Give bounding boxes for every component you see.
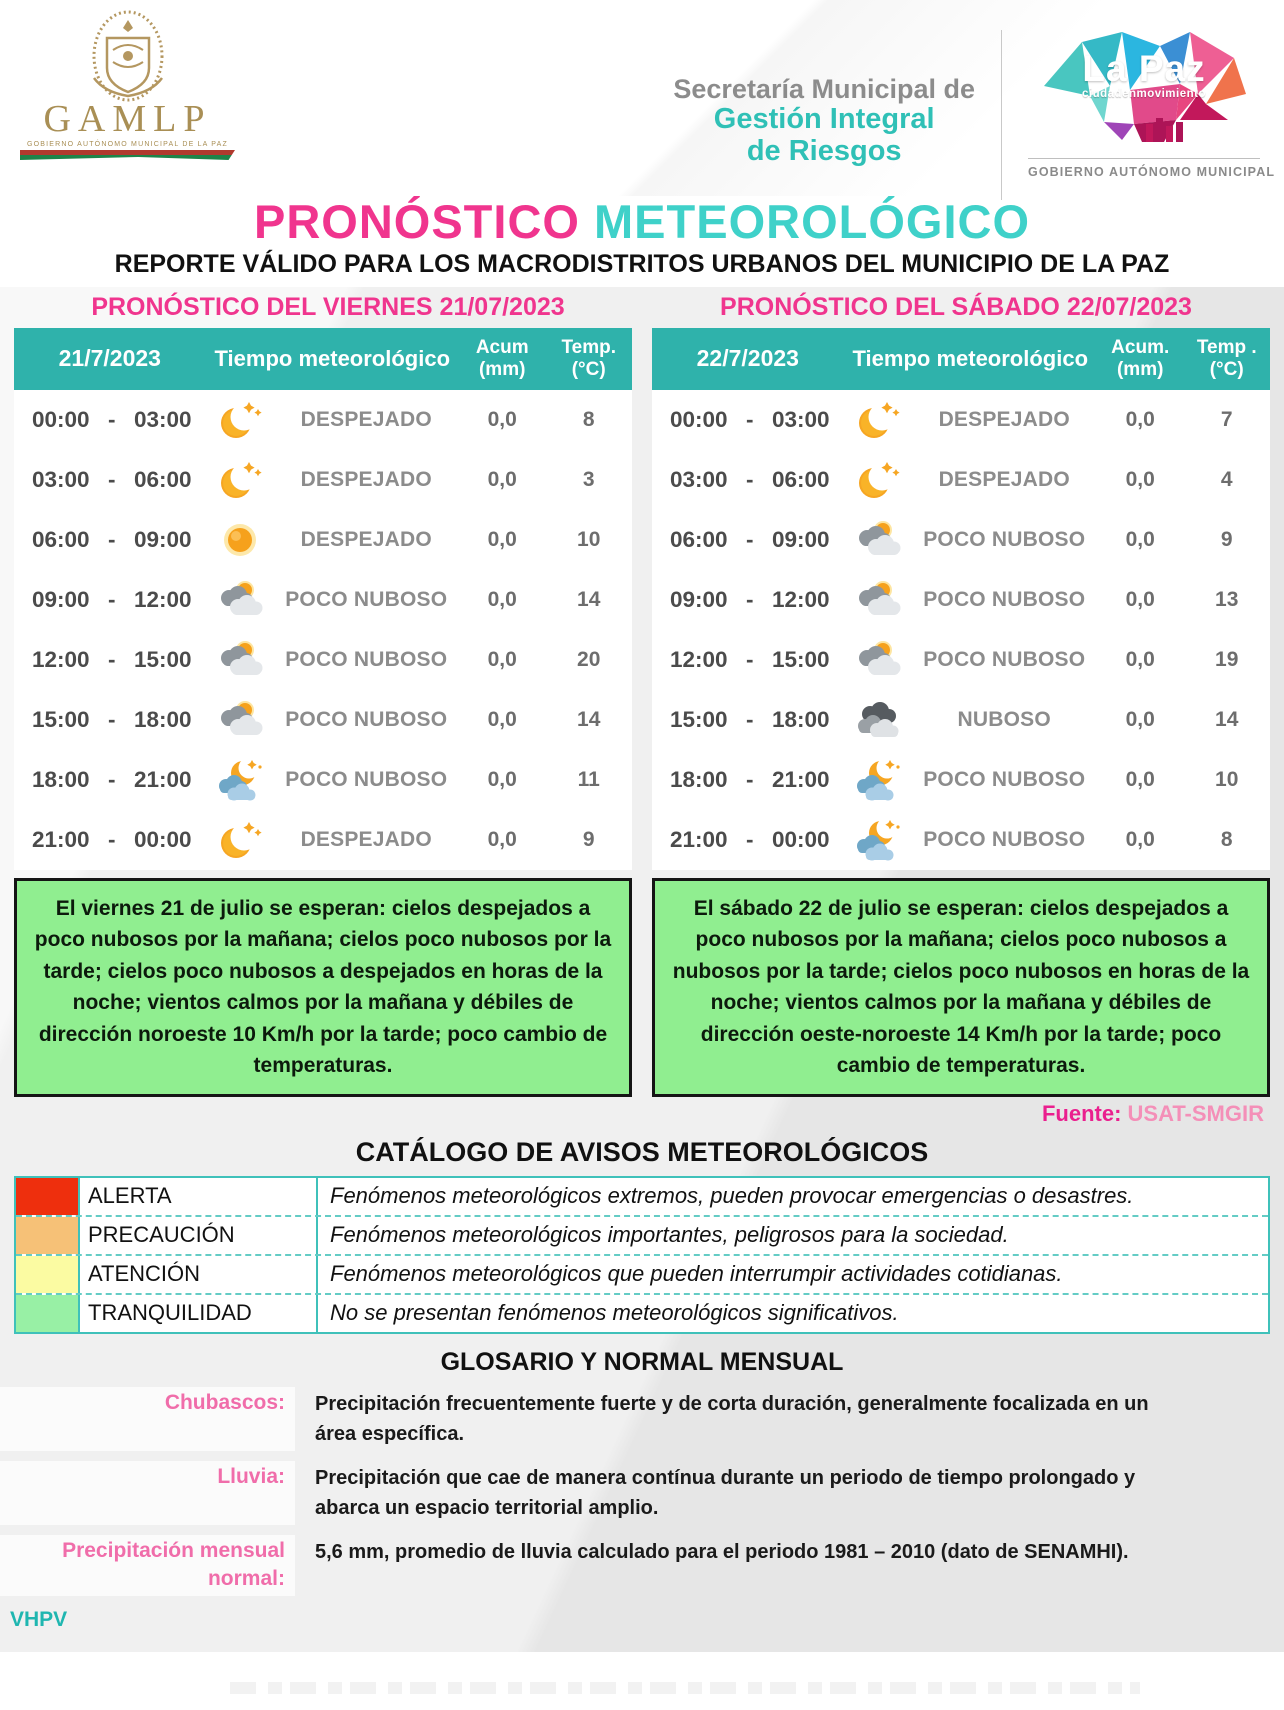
temp-value: 4 xyxy=(1220,467,1233,491)
temp-value: 8 xyxy=(582,407,595,431)
glossary-entry xyxy=(0,1535,1284,1596)
sun-cloud-icon xyxy=(854,636,902,684)
temp-value: 9 xyxy=(582,827,595,851)
forecast-row xyxy=(652,450,1270,510)
forecast-row xyxy=(14,450,632,510)
time-range: 09:00 - 12:00 xyxy=(670,586,830,612)
time-range: 12:00 - 15:00 xyxy=(670,646,830,672)
forecast-row xyxy=(14,750,632,810)
time-range: 18:00 - 21:00 xyxy=(670,766,830,792)
forecast-row xyxy=(652,630,1270,690)
lapaz-caption: GOBIERNO AUTÓNOMO MUNICIPAL xyxy=(1028,158,1260,179)
acum-value: 0,0 xyxy=(1125,587,1155,611)
gamlp-acronym: GAMLP xyxy=(43,98,212,140)
secretaria-wordmark xyxy=(673,75,975,167)
sun-cloud-icon xyxy=(216,576,264,624)
forecast-row xyxy=(652,690,1270,750)
condition-label: POCO NUBOSO xyxy=(923,587,1086,611)
catalog-row xyxy=(16,1215,1268,1254)
forecast-row xyxy=(652,750,1270,810)
temp-value: 20 xyxy=(577,647,601,671)
condition-label: POCO NUBOSO xyxy=(285,647,448,671)
catalog-title: CATÁLOGO DE AVISOS METEOROLÓGICOS xyxy=(355,1136,929,1167)
page-title-part1: PRONÓSTICO xyxy=(253,195,595,248)
acum-value: 0,0 xyxy=(487,707,517,731)
time-range: 15:00 - 18:00 xyxy=(670,706,830,732)
level-description: Fenómenos meteorológicos que pueden interrumpir actividades cotidianas. xyxy=(330,1261,1063,1287)
temp-value: 7 xyxy=(1220,407,1233,431)
glossary-term: Chubascos: xyxy=(0,1387,295,1451)
level-label: ATENCIÓN xyxy=(78,1256,318,1293)
acum-value: 0,0 xyxy=(487,587,517,611)
condition-label: DESPEJADO xyxy=(938,467,1070,491)
forecast-row xyxy=(652,810,1270,870)
time-range: 00:00 - 03:00 xyxy=(670,406,830,432)
time-range: 15:00 - 18:00 xyxy=(32,706,192,732)
acum-value: 0,0 xyxy=(1125,767,1155,791)
condition-label: POCO NUBOSO xyxy=(285,707,448,731)
gamlp-crest-icon xyxy=(20,8,235,104)
acum-value: 0,0 xyxy=(1125,467,1155,491)
acum-value: 0,0 xyxy=(487,827,517,851)
condition-label: POCO NUBOSO xyxy=(923,767,1086,791)
catalog-table xyxy=(14,1176,1270,1334)
forecast-table-header xyxy=(652,328,1270,390)
page-title xyxy=(0,195,1284,248)
condition-label: POCO NUBOSO xyxy=(923,827,1086,851)
glossary-entry xyxy=(0,1461,1284,1525)
forecast-row xyxy=(14,630,632,690)
temp-value: 11 xyxy=(577,767,600,791)
condition-label: DESPEJADO xyxy=(300,527,432,551)
acum-value: 0,0 xyxy=(487,407,517,431)
condition-label: DESPEJADO xyxy=(300,467,432,491)
glossary-title: GLOSARIO Y NORMAL MENSUAL xyxy=(440,1347,844,1376)
sun-icon xyxy=(216,516,264,564)
column-header-date: 21/7/2023 xyxy=(58,345,161,372)
forecast-row xyxy=(652,390,1270,450)
level-color-swatch xyxy=(16,1217,78,1254)
forecast-row xyxy=(14,570,632,630)
forecast-row xyxy=(14,510,632,570)
temp-value: 9 xyxy=(1220,527,1233,551)
level-description: Fenómenos meteorológicos importantes, peligrosos para la sociedad. xyxy=(330,1222,1009,1248)
lapaz-logo xyxy=(1028,24,1276,179)
forecast-table-saturday xyxy=(652,328,1270,870)
gamlp-caption: GOBIERNO AUTÓNOMO MUNICIPAL DE LA PAZ xyxy=(26,141,229,148)
acum-value: 0,0 xyxy=(1125,707,1155,731)
time-range: 18:00 - 21:00 xyxy=(32,766,192,792)
catalog-row xyxy=(16,1293,1268,1332)
level-label: PRECAUCIÓN xyxy=(78,1217,318,1254)
report-subtitle: REPORTE VÁLIDO PARA LOS MACRODISTRITOS URBANOS DEL MUNICIPIO DE LA PAZ xyxy=(114,249,1170,278)
glossary-definition: Precipitación que cae de manera contínua durante un periodo de tiempo prolongado y abarca un espacio territorial amplio. xyxy=(315,1466,1136,1519)
level-label: ALERTA xyxy=(78,1178,318,1215)
acum-value: 0,0 xyxy=(1125,407,1155,431)
acum-value: 0,0 xyxy=(1125,827,1155,851)
header-divider xyxy=(1001,30,1002,200)
column-header-temp: Temp . (°C) xyxy=(1196,337,1257,380)
time-range: 06:00 - 09:00 xyxy=(32,526,192,552)
glossary-entry xyxy=(0,1387,1284,1451)
condition-label: POCO NUBOSO xyxy=(923,527,1086,551)
condition-label: DESPEJADO xyxy=(300,407,432,431)
acum-value: 0,0 xyxy=(487,527,517,551)
page-title-part2: METEOROLÓGICO xyxy=(594,195,1031,248)
level-description: Fenómenos meteorológicos extremos, pueden provocar emergencias o desastres. xyxy=(330,1183,1134,1209)
time-range: 21:00 - 00:00 xyxy=(32,826,192,852)
page-header xyxy=(0,0,1284,196)
time-range: 00:00 - 03:00 xyxy=(32,406,192,432)
level-color-swatch xyxy=(16,1295,78,1332)
cloud-dark-icon xyxy=(854,696,902,744)
temp-value: 10 xyxy=(577,527,601,551)
source-label: Fuente: xyxy=(1041,1100,1122,1126)
forecast-row xyxy=(14,810,632,870)
sun-cloud-icon xyxy=(216,636,264,684)
temp-value: 10 xyxy=(1215,767,1239,791)
gamlp-ribbon xyxy=(20,150,235,160)
secretaria-line3: de Riesgos xyxy=(746,134,902,167)
temp-value: 13 xyxy=(1215,587,1239,611)
lapaz-wordmark xyxy=(1038,48,1250,100)
column-header-acum: Acum. (mm) xyxy=(1111,337,1170,380)
moon-cloud-icon xyxy=(854,756,902,804)
forecast-table-header xyxy=(14,328,632,390)
sun-cloud-icon xyxy=(216,696,264,744)
source-value: USAT-SMGIR xyxy=(1121,1100,1264,1126)
time-range: 12:00 - 15:00 xyxy=(32,646,192,672)
acum-value: 0,0 xyxy=(487,467,517,491)
acum-value: 0,0 xyxy=(1125,527,1155,551)
temp-value: 19 xyxy=(1215,647,1239,671)
catalog-row xyxy=(16,1254,1268,1293)
sun-cloud-icon xyxy=(854,576,902,624)
level-color-swatch xyxy=(16,1178,78,1215)
secretaria-line2: Gestión Integral xyxy=(713,103,935,136)
condition-label: DESPEJADO xyxy=(300,827,432,851)
gamlp-logo xyxy=(20,8,235,160)
level-color-swatch xyxy=(16,1256,78,1293)
time-range: 09:00 - 12:00 xyxy=(32,586,192,612)
temp-value: 8 xyxy=(1220,827,1233,851)
glossary-definition: 5,6 mm, promedio de lluvia calculado para el periodo 1981 – 2010 (dato de SENAMHI). xyxy=(315,1540,1129,1563)
glossary-term: Precipitación mensual normal: xyxy=(0,1535,295,1596)
moon-stars-icon xyxy=(854,396,902,444)
temp-value: 14 xyxy=(1215,707,1239,731)
forecast-row xyxy=(652,570,1270,630)
glossary-section xyxy=(0,1340,1284,1648)
temp-value: 3 xyxy=(582,467,595,491)
forecast-heading-saturday: PRONÓSTICO DEL SÁBADO 22/07/2023 xyxy=(720,292,1192,321)
column-header-weather: Tiempo meteorológico xyxy=(852,345,1089,371)
column-header-acum: Acum (mm) xyxy=(475,337,529,380)
column-header-date: 22/7/2023 xyxy=(696,345,799,372)
footer-watermark xyxy=(230,1682,1140,1694)
forecast-row xyxy=(14,690,632,750)
acum-value: 0,0 xyxy=(487,647,517,671)
source-line xyxy=(0,1097,1284,1129)
summary-box-friday: El viernes 21 de julio se esperan: cielos despejados a poco nubosos por la mañana; cielos poco nubosos por la tarde; cielos poco nubosos a despejados en horas de la noche; vientos calmos por la mañana y débiles de dirección noroeste 10 Km/h por la tarde; poco cambio de temperaturas. xyxy=(14,878,632,1097)
moon-cloud-icon xyxy=(216,756,264,804)
catalog-row xyxy=(16,1178,1268,1215)
time-range: 06:00 - 09:00 xyxy=(670,526,830,552)
author-initials: VHPV xyxy=(10,1607,68,1631)
acum-value: 0,0 xyxy=(487,767,517,791)
condition-label: POCO NUBOSO xyxy=(285,767,448,791)
lapaz-subtitle: ciudadenmovimiento xyxy=(1081,88,1207,100)
glossary-definition: Precipitación frecuentemente fuerte y de corta duración, generalmente focalizada en un área específica. xyxy=(315,1392,1149,1445)
condition-label: POCO NUBOSO xyxy=(923,647,1086,671)
temp-value: 14 xyxy=(577,587,601,611)
glossary-term: Lluvia: xyxy=(0,1461,295,1525)
time-range: 03:00 - 06:00 xyxy=(670,466,830,492)
condition-label: POCO NUBOSO xyxy=(285,587,448,611)
moon-stars-icon xyxy=(216,456,264,504)
time-range: 03:00 - 06:00 xyxy=(32,466,192,492)
column-header-temp: Temp. (°C) xyxy=(561,337,616,380)
forecast-heading-friday: PRONÓSTICO DEL VIERNES 21/07/2023 xyxy=(91,292,565,321)
moon-stars-icon xyxy=(216,396,264,444)
condition-label: DESPEJADO xyxy=(938,407,1070,431)
forecast-row xyxy=(652,510,1270,570)
forecast-table-friday xyxy=(14,328,632,870)
moon-stars-icon xyxy=(854,456,902,504)
moon-cloud-icon xyxy=(854,816,902,864)
time-range: 21:00 - 00:00 xyxy=(670,826,830,852)
lapaz-title: La Paz xyxy=(1082,48,1206,89)
column-header-weather: Tiempo meteorológico xyxy=(214,345,451,371)
summary-box-saturday: El sábado 22 de julio se esperan: cielos despejados a poco nubosos por la mañana; cielos poco nubosos a nubosos por la tarde; cielos poco nubosos en horas de la noche; vientos calmos por la mañana y débiles de dirección oeste-noroeste 14 Km/h por la tarde; poco cambio de temperaturas. xyxy=(652,878,1270,1097)
page-footer xyxy=(0,1652,1284,1710)
secretaria-line1: Secretaría Municipal de xyxy=(673,74,975,105)
forecast-row xyxy=(14,390,632,450)
moon-stars-icon xyxy=(216,816,264,864)
condition-label: NUBOSO xyxy=(957,707,1051,731)
level-description: No se presentan fenómenos meteorológicos significativos. xyxy=(330,1300,899,1326)
sun-cloud-icon xyxy=(854,516,902,564)
level-label: TRANQUILIDAD xyxy=(78,1295,318,1332)
temp-value: 14 xyxy=(577,707,601,731)
acum-value: 0,0 xyxy=(1125,647,1155,671)
content-zone xyxy=(0,287,1284,1652)
